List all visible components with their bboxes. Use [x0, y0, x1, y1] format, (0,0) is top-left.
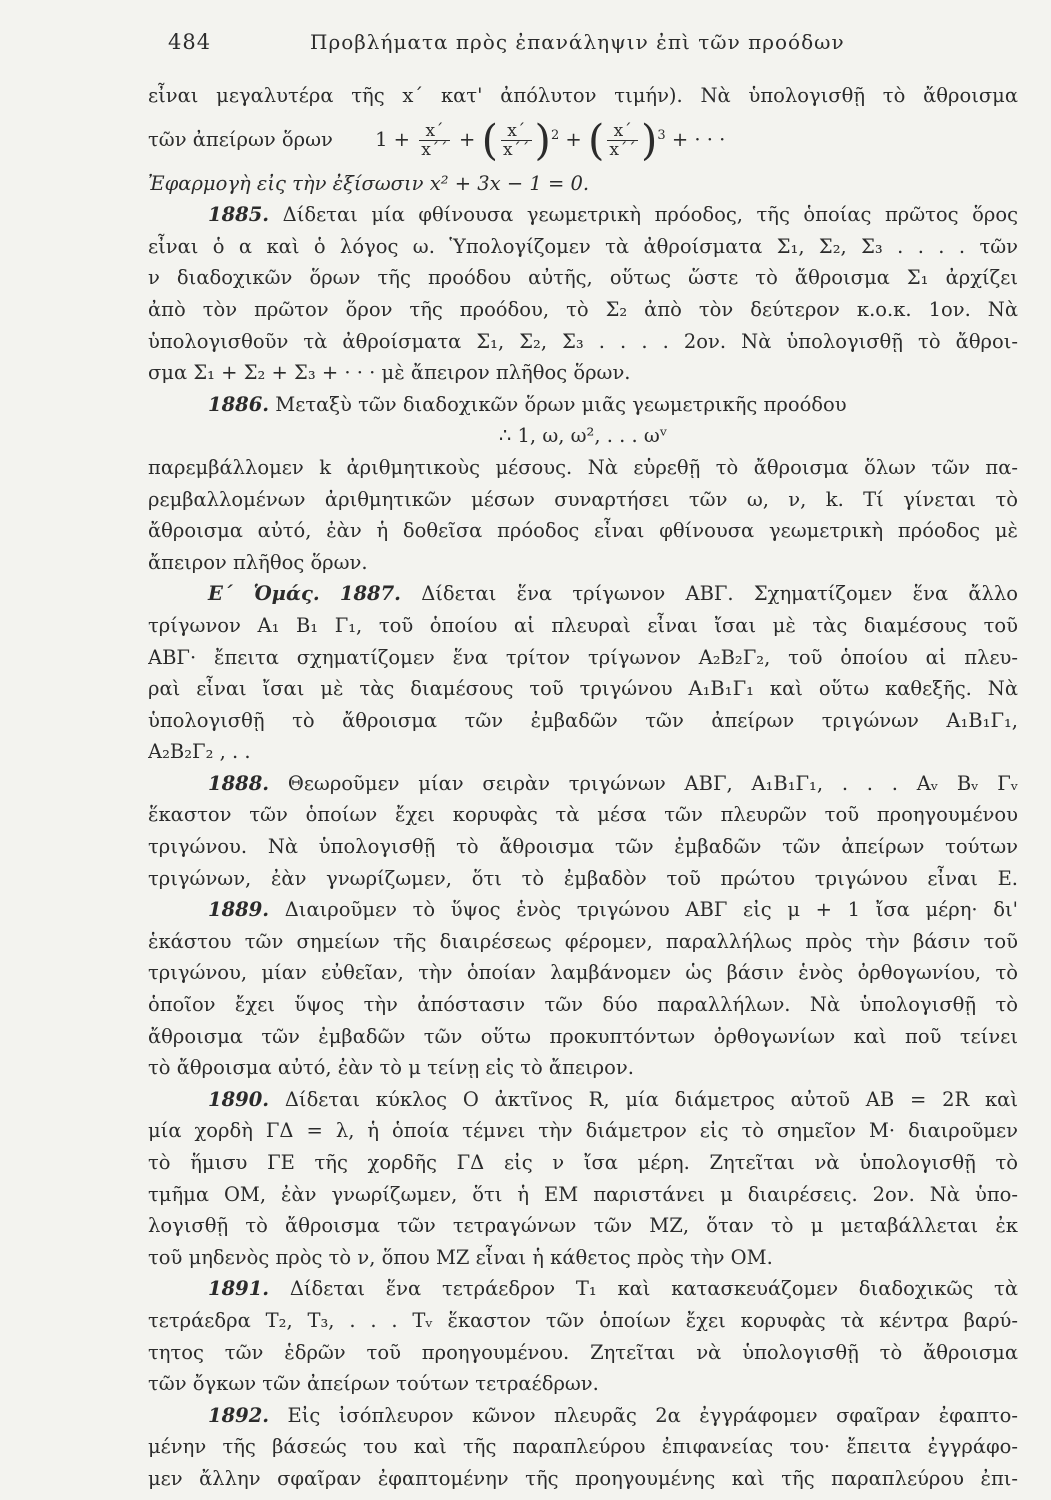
paren-close: ) — [534, 115, 551, 165]
text-line: μένην τῆς βάσεώς του καὶ τῆς παραπλεύρου ἐπιφανείας του· ἔπειτα ἐγγράφο- — [148, 1435, 1018, 1459]
formula-label: τῶν ἀπείρων ὅρων — [148, 127, 333, 151]
text-line: τριγώνου, μίαν εὐθεῖαν, τὴν ὁποίαν λαμβάνομεν ὡς βάσιν ἑνὸς ὀρθογωνίου, τὸ — [148, 961, 1018, 985]
page-number: 484 — [168, 30, 212, 54]
paren-close: ) — [640, 115, 658, 165]
text-line: Α₂Β₂Γ₂ , . . — [148, 740, 251, 764]
problem-number: 1887. — [339, 582, 401, 606]
text-line: ὑπολογισθῇ τὸ ἄθροισμα τῶν ἐμβαδῶν τῶν ἀπείρων τριγώνων Α₁Β₁Γ₁, — [148, 708, 1018, 732]
paren-open: ( — [481, 115, 498, 165]
text-line: μεν ἄλλην σφαῖραν ἐφαπτομένην τῆς προηγουμένης καὶ τῆς παραπλεύρου ἐπι- — [148, 1466, 1018, 1490]
text-line: τετράεδρα Τ₂, Τ₃, . . . Τᵥ ἕκαστον τῶν ὁποίων ἔχει κορυφὰς τὰ κέντρα βαρύ- — [148, 1308, 1018, 1332]
text-line: τριγώνων, ἐὰν γνωρίζωμεν, ὅτι τὸ ἐμβαδὸν τοῦ πρώτου τριγώνου εἶναι Ε. — [148, 866, 1018, 890]
fraction-term-2 — [501, 122, 532, 159]
text-line: τοῦ μηδενὸς πρὸς τὸ ν, ὅπου ΜΖ εἶναι ἡ κάθετος πρὸς τὴν ΟΜ. — [148, 1245, 773, 1269]
running-title: Προβλήματα πρὸς ἐπανάληψιν ἐπὶ τῶν προόδων — [310, 30, 845, 54]
text-line: τριγώνου. Νὰ ὑπολογισθῇ τὸ ἄθροισμα τῶν ἐμβαδῶν τῶν ἀπείρων τούτων — [148, 835, 1018, 859]
text-line: ὁποῖον ἔχει ὕψος τὴν ἀπόστασιν τῶν δύο παραλλήλων. Νὰ ὑπολογισθῇ τὸ — [148, 993, 1018, 1017]
problem-number: 1891. — [208, 1277, 270, 1301]
fraction-denominator: x΄΄ — [502, 139, 530, 160]
fraction-numerator: x΄ — [419, 122, 450, 141]
page-body — [148, 80, 1018, 1495]
problem-1891-line: 1891. Δίδεται ἕνα τετράεδρον Τ₁ καὶ κατασκευάζομεν διαδοχικῶς τὰ — [208, 1277, 1018, 1301]
text-line: ἀπὸ τὸν πρῶτον ὅρον τῆς προόδου, τὸ Σ₂ ἀπὸ τὸν δεύτερον κ.ο.κ. 1ον. Νὰ — [148, 297, 1018, 321]
fraction-numerator: x΄ — [501, 122, 532, 141]
group-label: Ε΄ Ὁμάς. — [208, 582, 320, 606]
text-line: τῶν ὄγκων τῶν ἀπείρων τούτων τετραέδρων. — [148, 1372, 599, 1396]
problem-number: 1888. — [208, 771, 270, 795]
text-line: εἶναι ὁ α καὶ ὁ λόγος ω. Ὑπολογίζομεν τὰ ἀθροίσματα Σ₁, Σ₂, Σ₃ . . . . τῶν — [148, 234, 1018, 258]
text-line: ἄθροισμα αὐτό, ἐὰν ἡ δοθεῖσα πρόοδος εἶναι φθίνουσα γεωμετρικὴ πρόοδος μὲ — [148, 519, 1018, 543]
progression-line: ∴ 1, ω, ω², . . . ωᵛ — [498, 424, 668, 448]
paren-open: ( — [587, 115, 605, 165]
text-line: τητος τῶν ἑδρῶν τοῦ προηγουμένου. Ζητεῖται νὰ ὑπολογισθῇ τὸ ἄθροισμα — [148, 1340, 1018, 1364]
text-line: ἄπειρον πλῆθος ὅρων. — [148, 550, 368, 574]
fraction-denominator: x΄΄ — [421, 139, 448, 160]
page-header — [168, 30, 868, 60]
formula-tail: + · · · — [671, 127, 726, 151]
text-line: εἶναι μεγαλυτέρα τῆς x΄ κατ' ἀπόλυτον τιμήν). Νὰ ὑπολογισθῇ τὸ ἄθροισμα — [148, 84, 1018, 107]
text-line: ν διαδοχικῶν ὅρων τῆς προόδου αὐτῆς, οὕτως ὥστε τὸ ἄθροισμα Σ₁ ἀρχίζει — [148, 266, 1018, 290]
text-line: ρεμβαλλομένων ἀριθμητικῶν μέσων συναρτήσει τῶν ω, ν, k. Τί γίνεται τὸ — [148, 487, 1018, 511]
formula-one: 1 + — [375, 127, 411, 151]
series-formula — [148, 112, 1018, 168]
problem-number: 1890. — [208, 1087, 270, 1111]
text-line: ἑκάστου τῶν σημείων τῆς διαιρέσεως φέρομεν, παραλλήλως πρὸς τὴν βάσιν τοῦ — [148, 929, 1018, 953]
problem-number: 1886. — [208, 392, 270, 416]
text-line: παρεμβάλλομεν k ἀριθμητικοὺς μέσους. Νὰ εὑρεθῇ τὸ ἄθροισμα ὅλων τῶν πα- — [148, 455, 1018, 479]
problem-number: 1889. — [208, 898, 270, 922]
text-line: τὸ ἥμισυ ΓΕ τῆς χορδῆς ΓΔ εἰς ν ἴσα μέρη. Ζητεῖται νὰ ὑπολογισθῇ τὸ — [148, 1151, 1018, 1174]
formula-plus: + — [459, 127, 476, 151]
problem-1886-line: 1886. Μεταξὺ τῶν διαδοχικῶν ὅρων μιᾶς γεωμετρικῆς προόδου — [208, 392, 847, 416]
problem-1885-line: 1885. Δίδεται μία φθίνουσα γεωμετρικὴ πρόοδος, τῆς ὁποίας πρῶτος ὅρος — [208, 203, 1018, 227]
text-line: τρίγωνον Α₁ Β₁ Γ₁, τοῦ ὁποίου αἱ πλευραὶ εἶναι ἴσαι μὲ τὰς διαμέσους τοῦ — [148, 613, 1018, 637]
fraction-term-1 — [419, 122, 450, 159]
problem-1890-line: 1890. Δίδεται κύκλος Ο ἀκτῖνος R, μία διάμετρος αὐτοῦ ΑΒ = 2R καὶ — [208, 1087, 1018, 1111]
text-line: λογισθῇ τὸ ἄθροισμα τῶν τετραγώνων τῶν ΜΖ, ὅταν τὸ μ μεταβάλλεται ἐκ — [148, 1214, 1018, 1238]
text-line: μία χορδὴ ΓΔ = λ, ἡ ὁποία τέμνει τὴν διάμετρον εἰς τὸ σημεῖον Μ· διαιροῦμεν — [148, 1119, 1018, 1143]
power-2: 2 — [550, 127, 560, 143]
formula-plus: + — [565, 127, 582, 151]
problem-number: 1885. — [208, 203, 270, 227]
power-3: 3 — [657, 127, 666, 143]
text-line: τμῆμα ΟΜ, ἐὰν γνωρίζωμεν, ὅτι ἡ ΕΜ παριστάνει μ διαιρέσεις. 2ον. Νὰ ὑπο- — [148, 1182, 1018, 1206]
text-line: τὸ ἄθροισμα αὐτό, ἐὰν τὸ μ τείνῃ εἰς τὸ ἄπειρον. — [148, 1056, 634, 1080]
problem-1892-line: 1892. Εἰς ἰσόπλευρον κῶνον πλευρᾶς 2α ἐγγράφομεν σφαῖραν ἐφαπτο- — [208, 1403, 1018, 1427]
text-line: ἕκαστον τῶν ὁποίων ἔχει κορυφὰς τὰ μέσα τῶν πλευρῶν τοῦ προηγουμένου — [148, 803, 1018, 827]
problem-number: 1892. — [208, 1403, 270, 1427]
text-line: ΑΒΓ· ἔπειτα σχηματίζομεν ἕνα τρίτον τρίγωνον Α₂Β₂Γ₂, τοῦ ὁποίου αἱ πλευ- — [148, 645, 1018, 669]
text-line: ραὶ εἶναι ἴσαι μὲ τὰς διαμέσους τοῦ τριγώνου Α₁Β₁Γ₁ καὶ οὕτω καθεξῆς. Νὰ — [148, 677, 1018, 701]
text-line: ἄθροισμα τῶν ἐμβαδῶν τῶν οὕτω προκυπτόντων ὀρθογωνίων καὶ ποῦ τείνει — [148, 1024, 1018, 1048]
fraction-numerator: x΄ — [607, 122, 638, 141]
text-line: ὑπολογισθοῦν τὰ ἀθροίσματα Σ₁, Σ₂, Σ₃ . . . . 2ον. Νὰ ὑπολογισθῇ τὸ ἄθροι- — [148, 329, 1018, 353]
fraction-term-3 — [607, 122, 638, 159]
problem-1889-line: 1889. Διαιροῦμεν τὸ ὕψος ἑνὸς τριγώνου ΑΒΓ εἰς μ + 1 ἴσα μέρη· δι' — [208, 898, 1018, 922]
fraction-denominator: x΄΄ — [609, 139, 636, 160]
text-line: σμα Σ₁ + Σ₂ + Σ₃ + · · · μὲ ἄπειρον πλῆθος ὅρων. — [148, 361, 631, 385]
problem-1888-line: 1888. Θεωροῦμεν μίαν σειρὰν τριγώνων ΑΒΓ, Α₁Β₁Γ₁, . . . Αᵥ Βᵥ Γᵥ — [208, 771, 1018, 795]
problem-1887-line: Ε΄ Ὁμάς. 1887. Δίδεται ἕνα τρίγωνον ΑΒΓ. Σχηματίζομεν ἕνα ἄλλο — [208, 582, 1018, 606]
application-line: Ἐφαρμογὴ εἰς τὴν ἐξίσωσιν x² + 3x − 1 = 0. — [148, 171, 590, 195]
